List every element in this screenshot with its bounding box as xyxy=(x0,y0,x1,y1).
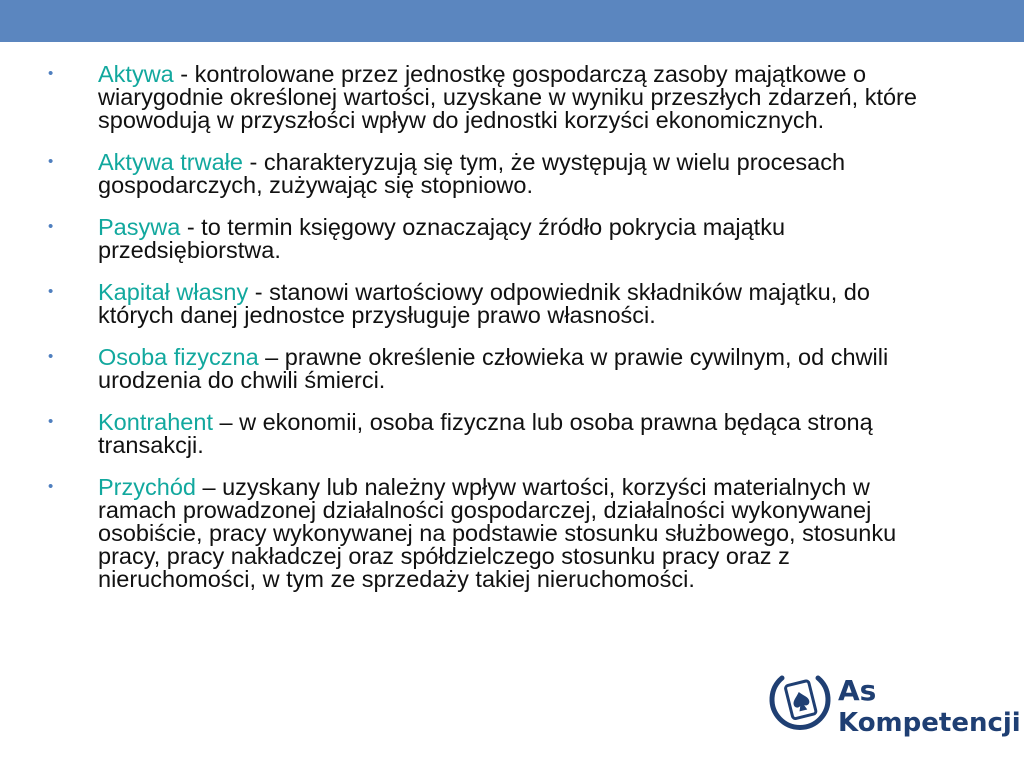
bullet-icon: • xyxy=(48,218,54,235)
definition: - charakteryzują się tym, że występują w wielu procesach gospodarczych, zużywając się stopniowo. xyxy=(98,149,846,198)
logo-line-2: Kompetencji xyxy=(838,708,1021,738)
list-item xyxy=(48,151,948,197)
list-item xyxy=(48,476,948,591)
term: Kontrahent xyxy=(98,409,213,435)
list-item xyxy=(48,346,948,392)
list-item xyxy=(48,63,948,132)
top-bar xyxy=(0,0,1024,42)
term: Aktywa trwałe xyxy=(98,149,243,175)
term: Pasywa xyxy=(98,214,181,240)
definition: – prawne określenie człowieka w prawie cywilnym, od chwili urodzenia do chwili śmierci. xyxy=(98,344,889,393)
term: Aktywa xyxy=(98,61,181,87)
list-item xyxy=(48,281,948,327)
definition: - stanowi wartościowy odpowiednik składników majątku, do których danej jednostce przysługuje prawo własności. xyxy=(98,279,870,328)
definition: – uzyskany lub należny wpływ wartości, korzyści materialnych w ramach prowadzonej działalności gospodarczej, działalności wykonywanej osobiście, pracy wykonywanej na podstawie stosunku służbowego, stosunku pracy, pracy nakładczej oraz spółdzielczego stosunku pracy oraz z nieruchomości, w tym ze sprzedaży takiej nieruchomości. xyxy=(98,474,897,592)
bullet-icon: • xyxy=(48,283,54,300)
definition: - kontrolowane przez jednostkę gospodarczą zasoby majątkowe o wiarygodnie określonej wartości, uzyskane w wyniku przeszłych zdarzeń, które spowodują w przyszłości wpływ do jednostki korzyści ekonomicznych. xyxy=(98,61,917,133)
list-item xyxy=(48,216,948,262)
bullet-icon: • xyxy=(48,348,54,365)
bullet-icon: • xyxy=(48,413,54,430)
logo xyxy=(768,668,1021,748)
definition: – w ekonomii, osoba fizyczna lub osoba prawna będąca stroną transakcji. xyxy=(98,409,873,458)
definition: - to termin księgowy oznaczający źródło pokrycia majątku przedsiębiorstwa. xyxy=(98,214,786,263)
term: Kapitał własny xyxy=(98,279,249,305)
term: Osoba fizyczna xyxy=(98,344,259,370)
definition-list xyxy=(48,63,948,610)
logo-line-1: As xyxy=(838,674,877,707)
bullet-icon: • xyxy=(48,478,54,495)
list-item xyxy=(48,411,948,457)
spade-card-icon xyxy=(768,668,832,742)
bullet-icon: • xyxy=(48,153,54,170)
term: Przychód xyxy=(98,474,196,500)
logo-text xyxy=(838,674,1021,740)
bullet-icon: • xyxy=(48,65,54,82)
